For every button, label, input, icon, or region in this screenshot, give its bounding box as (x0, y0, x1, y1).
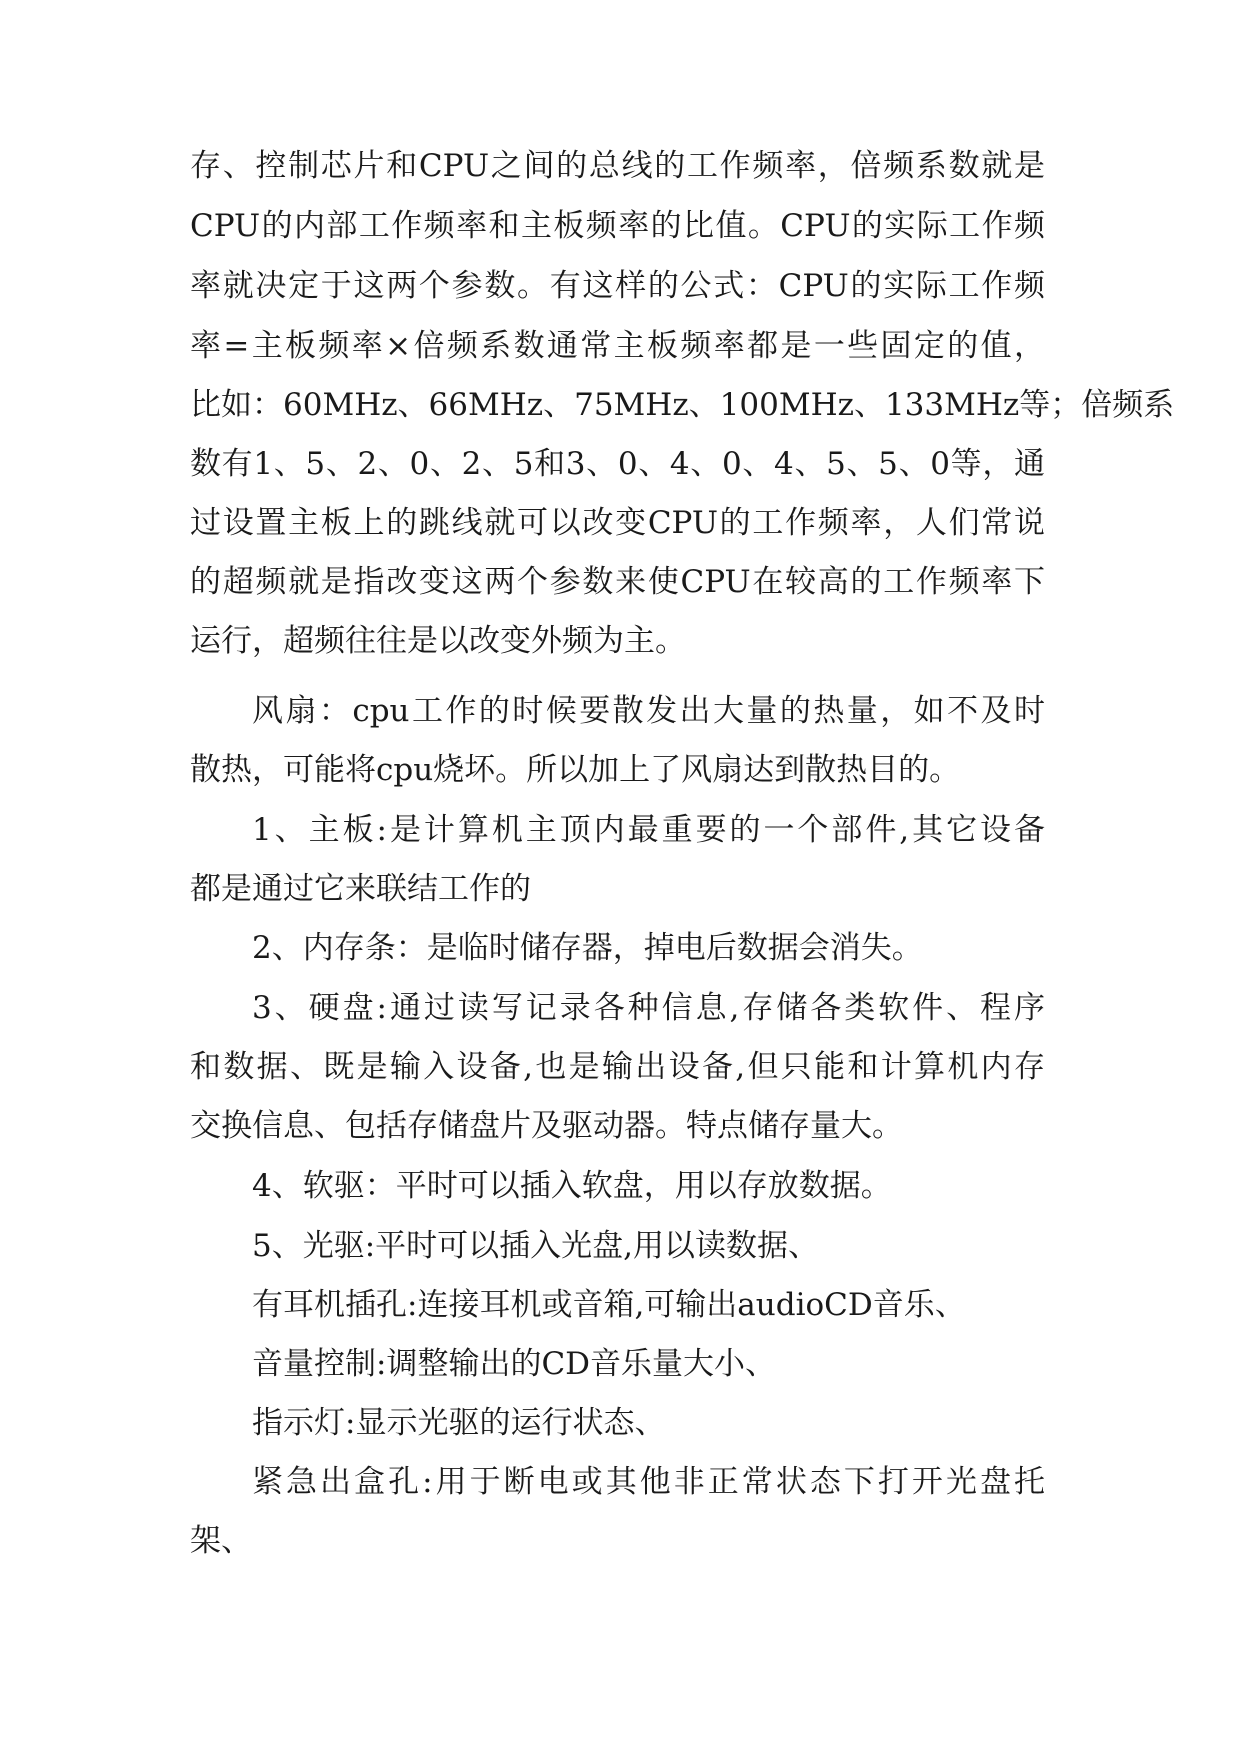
list-item: 4、软驱：平时可以插入软盘，用以存放数据。 (252, 1168, 892, 1204)
list-item: 有耳机插孔:连接耳机或音箱,可输出audioCD音乐、 (252, 1287, 966, 1323)
list-item: 紧急出盒孔:用于断电或其他非正常状态下打开光盘托 (252, 1464, 1045, 1500)
text-line: 存、控制芯片和CPU之间的总线的工作频率，倍频系数就是 (190, 148, 1045, 184)
text-line: 运行，超频往往是以改变外频为主。 (190, 623, 686, 659)
list-item: 指示灯:显示光驱的运行状态、 (252, 1405, 666, 1441)
text-line: 过设置主板上的跳线就可以改变CPU的工作频率，人们常说 (190, 505, 1045, 541)
text-line: 比如：60MHz、66MHz、75MHz、100MHz、133MHz等；倍频系 (190, 387, 1175, 423)
list-item: 音量控制:调整输出的CD音乐量大小、 (252, 1346, 777, 1382)
paragraph-first-line: 风扇：cpu工作的时候要散发出大量的热量，如不及时 (252, 693, 1045, 729)
text-line: 和数据、既是输入设备,也是输出设备,但只能和计算机内存 (190, 1049, 1045, 1085)
text-line: 架、 (190, 1523, 252, 1559)
list-item: 5、光驱:平时可以插入光盘,用以读数据、 (252, 1228, 820, 1264)
list-item: 2、内存条：是临时储存器，掉电后数据会消失。 (252, 930, 923, 966)
text-line: 交换信息、包括存储盘片及驱动器。特点储存量大。 (190, 1108, 903, 1144)
text-line: 散热，可能将cpu烧坏。所以加上了风扇达到散热目的。 (190, 752, 961, 788)
text-line: 率=主板频率×倍频系数通常主板频率都是一些固定的值， (190, 328, 1045, 364)
text-line: 数有1、5、2、0、2、5和3、0、4、0、4、5、5、0等，通 (190, 446, 1045, 482)
list-item: 1、主板:是计算机主顶内最重要的一个部件,其它设备 (252, 812, 1045, 848)
text-line: 的超频就是指改变这两个参数来使CPU在较高的工作频率下 (190, 564, 1045, 600)
text-line: 率就决定于这两个参数。有这样的公式：CPU的实际工作频 (190, 268, 1045, 304)
text-line: CPU的内部工作频率和主板频率的比值。CPU的实际工作频 (190, 208, 1045, 244)
list-item: 3、硬盘:通过读写记录各种信息,存储各类软件、程序 (252, 990, 1045, 1026)
text-line: 都是通过它来联结工作的 (190, 871, 531, 907)
